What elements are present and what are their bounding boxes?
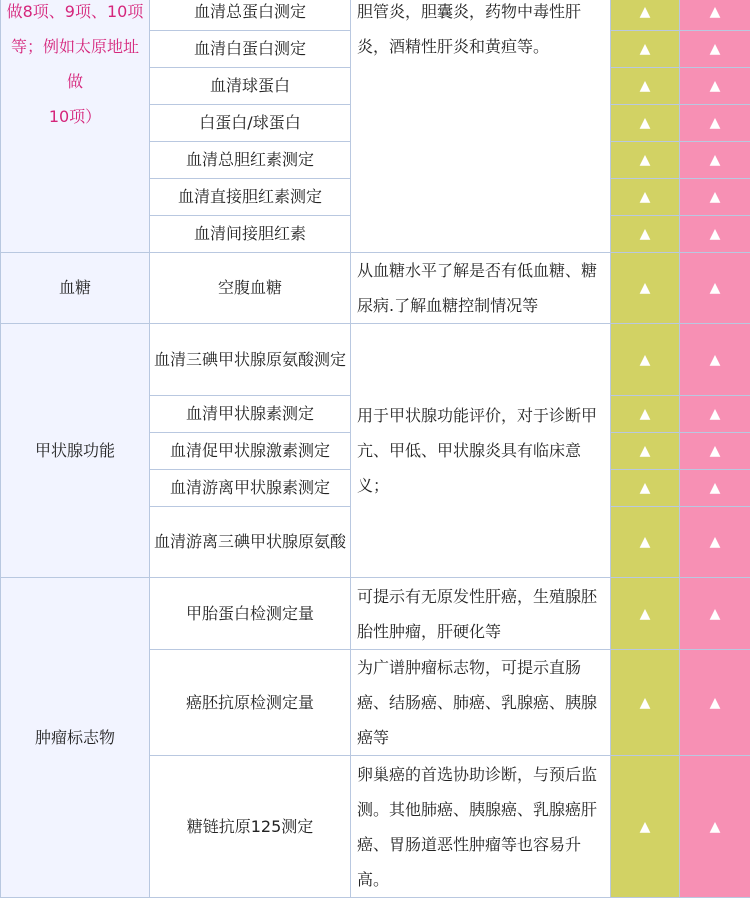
exam-item: 血清总蛋白测定 [150, 0, 351, 31]
package1-mark: ▲ [611, 31, 680, 68]
package2-mark: ▲ [680, 396, 750, 433]
exam-item: 血清球蛋白 [150, 68, 351, 105]
glucose-category: 血糖 [1, 253, 150, 324]
table-row [1, 578, 750, 650]
package2-mark: ▲ [680, 507, 750, 578]
table-row [1, 253, 750, 324]
package1-mark: ▲ [611, 0, 680, 31]
table-row [1, 0, 750, 31]
liver-note-line: 等；例如太原地址做 [10, 37, 139, 91]
package2-mark: ▲ [680, 433, 750, 470]
tumor-description: 可提示有无原发性肝癌，生殖腺胚胎性肿瘤，肝硬化等 [351, 578, 611, 650]
liver-note-line: 10项） [48, 107, 102, 126]
package1-mark: ▲ [611, 578, 680, 650]
exam-item: 血清游离三碘甲状腺原氨酸 [150, 507, 351, 578]
table-row [1, 324, 750, 396]
exam-item: 血清促甲状腺激素测定 [150, 433, 351, 470]
package2-mark: ▲ [680, 324, 750, 396]
package2-mark: ▲ [680, 578, 750, 650]
exam-item: 血清甲状腺素测定 [150, 396, 351, 433]
package1-mark: ▲ [611, 756, 680, 898]
package1-mark: ▲ [611, 507, 680, 578]
package1-mark: ▲ [611, 470, 680, 507]
exam-item: 血清直接胆红素测定 [150, 179, 351, 216]
package2-mark: ▲ [680, 0, 750, 31]
package1-mark: ▲ [611, 179, 680, 216]
exam-item: 血清间接胆红素 [150, 216, 351, 253]
package1-mark: ▲ [611, 433, 680, 470]
exam-item: 白蛋白/球蛋白 [150, 105, 351, 142]
exam-item: 癌胚抗原检测定量 [150, 650, 351, 756]
package2-mark: ▲ [680, 756, 750, 898]
package1-mark: ▲ [611, 650, 680, 756]
package1-mark: ▲ [611, 142, 680, 179]
package2-mark: ▲ [680, 470, 750, 507]
exam-item: 甲胎蛋白检测定量 [150, 578, 351, 650]
package2-mark: ▲ [680, 142, 750, 179]
exam-item: 血清总胆红素测定 [150, 142, 351, 179]
package2-mark: ▲ [680, 650, 750, 756]
glucose-description: 从血糖水平了解是否有低血糖、糖尿病.了解血糖控制情况等 [351, 253, 611, 324]
tumor-description: 卵巢癌的首选协助诊断，与预后监测。其他肺癌、胰腺癌、乳腺癌肝癌、胃肠道恶性肿瘤等也容易升高。 [351, 756, 611, 898]
package2-mark: ▲ [680, 31, 750, 68]
liver-desc-line: 炎，酒精性肝炎和黄疸等。 [357, 37, 550, 56]
exam-item: 血清白蛋白测定 [150, 31, 351, 68]
package1-mark: ▲ [611, 68, 680, 105]
tumor-description: 为广谱肿瘤标志物，可提示直肠癌、结肠癌、肺癌、乳腺癌、胰腺癌等 [351, 650, 611, 756]
liver-description [351, 0, 611, 253]
exam-item: 糖链抗原125测定 [150, 756, 351, 898]
package2-mark: ▲ [680, 216, 750, 253]
package1-mark: ▲ [611, 216, 680, 253]
liver-note-line: 做8项、9项、10项 [6, 2, 144, 21]
package1-mark: ▲ [611, 253, 680, 324]
liver-desc-line: 胆管炎，胆囊炎，药物中毒性肝 [357, 2, 582, 21]
exam-item: 血清三碘甲状腺原氨酸测定 [150, 324, 351, 396]
package2-mark: ▲ [680, 179, 750, 216]
tumor-category: 肿瘤标志物 [1, 578, 150, 898]
package1-mark: ▲ [611, 324, 680, 396]
package2-mark: ▲ [680, 68, 750, 105]
package2-mark: ▲ [680, 105, 750, 142]
thyroid-description: 用于甲状腺功能评价，对于诊断甲亢、甲低、甲状腺炎具有临床意义； [351, 324, 611, 578]
liver-category-cell [1, 0, 150, 253]
exam-item: 血清游离甲状腺素测定 [150, 470, 351, 507]
thyroid-category: 甲状腺功能 [1, 324, 150, 578]
package2-mark: ▲ [680, 253, 750, 324]
exam-item: 空腹血糖 [150, 253, 351, 324]
package1-mark: ▲ [611, 396, 680, 433]
package1-mark: ▲ [611, 105, 680, 142]
